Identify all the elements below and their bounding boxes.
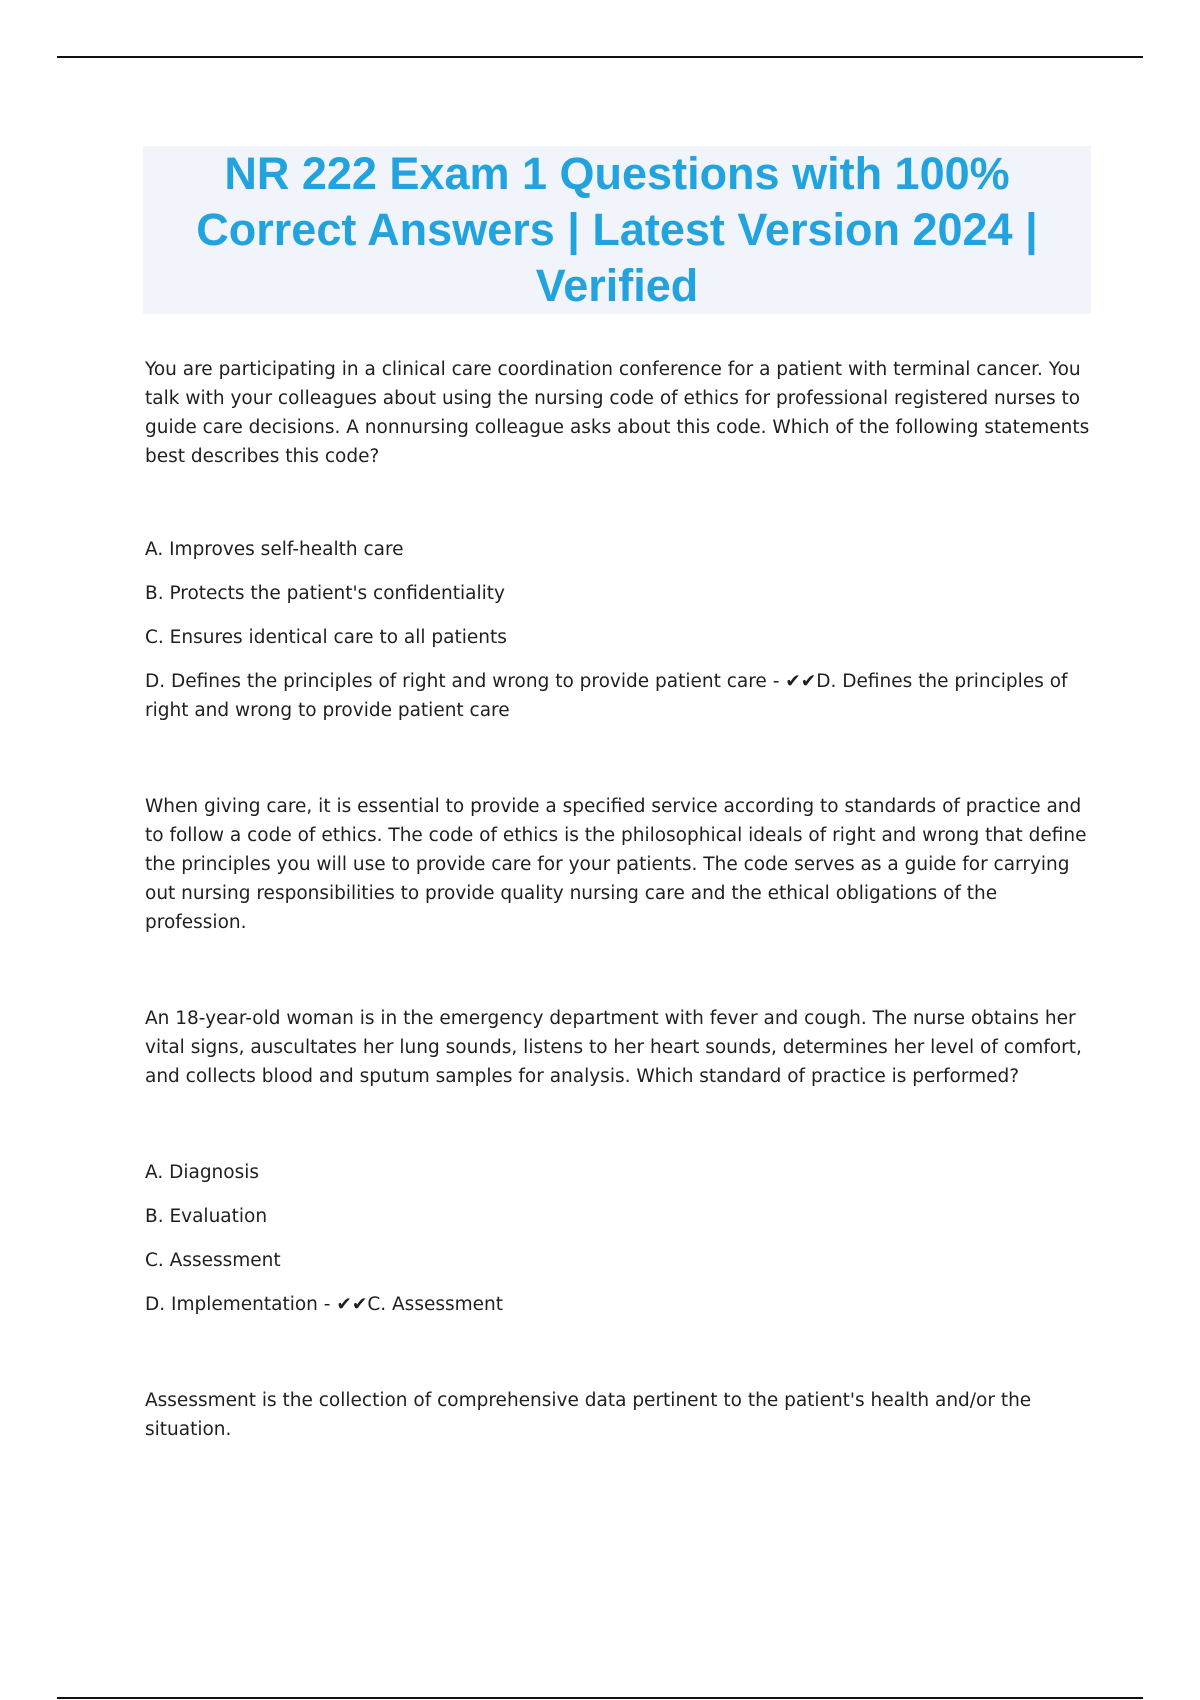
question-1-rationale: When giving care, it is essential to provide a specified service according to standards of practice and to follow a code of ethics. The code of ethics is the philosophical ideals of right and wrong that define the principles you will use to provide care for your patients. The code serves as a guide for carrying out nursing responsibilities to provide quality nursing care and the ethical obligations of the profession.: [145, 796, 1087, 933]
question-2-prompt: An 18-year-old woman is in the emergency department with fever and cough. The nurse obtains her vital signs, auscultates her lung sounds, listens to her heart sounds, determines her level of comfort, and collects blood and sputum samples for analysis. Which standard of practice is performed?: [145, 1008, 1082, 1087]
question-1-option-b: B. Protects the patient's confidentiality: [145, 583, 505, 604]
question-2-rationale: Assessment is the collection of comprehensive data pertinent to the patient's health and/or the situation.: [145, 1390, 1032, 1440]
question-1-option-a: A. Improves self-health care: [145, 539, 404, 560]
question-2-option-c: C. Assessment: [145, 1250, 281, 1271]
question-1-option-d: D. Defines the principles of right and wrong to provide patient care - ✔✔D. Defines the principles of right and wrong to provide patient care: [145, 671, 1068, 721]
document-title: NR 222 Exam 1 Questions with 100% Correct Answers | Latest Version 2024 | Verified: [196, 148, 1038, 311]
question-1-option-c: C. Ensures identical care to all patients: [145, 627, 507, 648]
question-2-options: [145, 1158, 1095, 1319]
question-2-option-b: B. Evaluation: [145, 1206, 268, 1227]
bottom-rule: [57, 1697, 1143, 1699]
question-1-options: [145, 535, 1095, 725]
question-2-option-a: A. Diagnosis: [145, 1162, 260, 1183]
question-2-option-d: D. Implementation - ✔✔C. Assessment: [145, 1294, 503, 1315]
title-banner: [143, 146, 1091, 314]
question-1-prompt: You are participating in a clinical care coordination conference for a patient with terminal cancer. You talk with your colleagues about using the nursing code of ethics for professional registered nurses to guide care decisions. A nonnursing colleague asks about this code. Which of the following statements best describes this code?: [145, 359, 1090, 467]
top-rule: [57, 56, 1143, 58]
document-body: [145, 355, 1095, 1444]
